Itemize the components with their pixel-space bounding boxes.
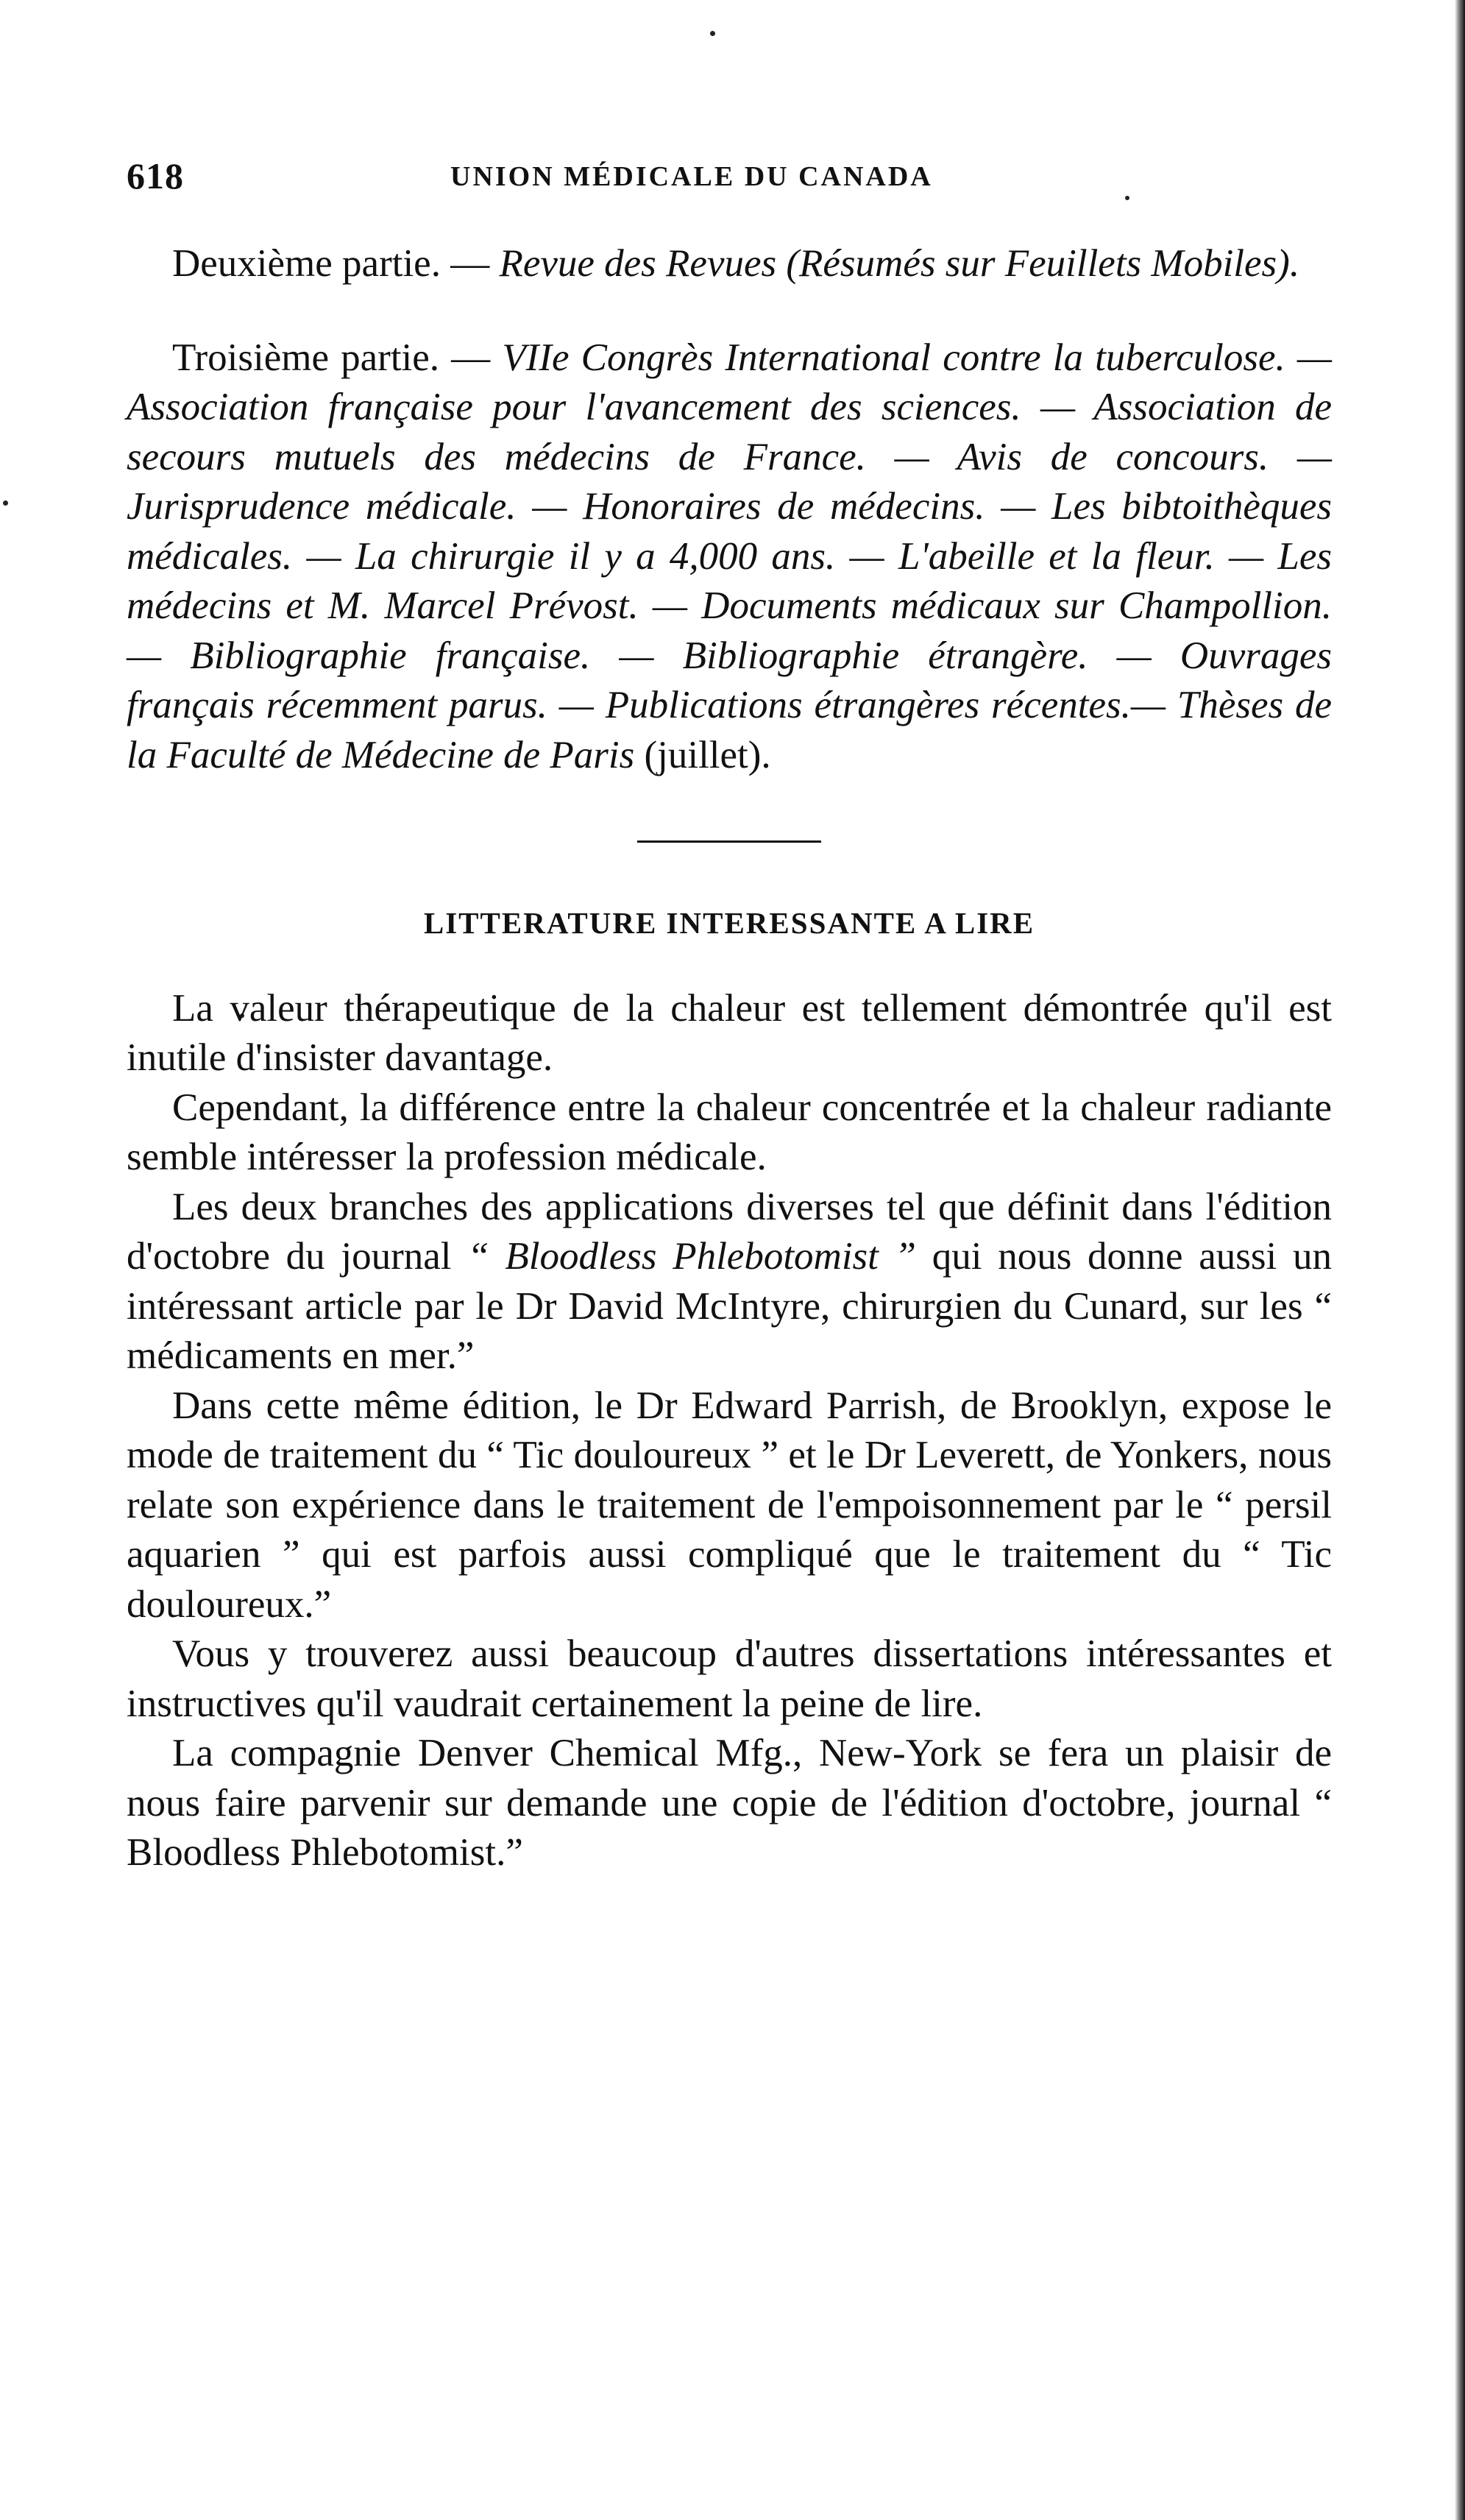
article-body — [127, 984, 1332, 1878]
part-two-lead: Deuxième partie. — — [172, 242, 500, 285]
body-paragraph-3-start: Les deux branches des applications diverses tel que définit dans l'édition d'octobre du journal — [127, 1185, 1332, 1278]
journal-name: “ Bloodless Phlebotomist ” — [467, 1235, 917, 1278]
section-divider — [637, 840, 821, 843]
section-heading: LITTERATURE INTERESSANTE A LIRE — [423, 906, 1035, 940]
body-paragraph-3 — [127, 1183, 1332, 1381]
journal-title: UNION MÉDICALE DU CANADA — [450, 161, 933, 192]
body-paragraph-3-end: qui nous donne aussi un intéressant article par le Dr David McIntyre, chirurgien du Cunard, sur les “ médicaments en mer.” — [127, 1235, 1332, 1377]
page-number: 618 — [127, 155, 184, 197]
page-content — [127, 239, 1332, 1878]
print-speck — [3, 500, 8, 506]
part-three-entry — [127, 333, 1332, 781]
body-paragraph-6: La compagnie Denver Chemical Mfg., New-York se fera un plaisir de nous faire parvenir sur demande une copie de l'édition d'octobre, journal “ Bloodless Phlebotomist.” — [127, 1732, 1332, 1874]
body-paragraph-1: La valeur thérapeutique de la chaleur est tellement démontrée qu'il est inutile d'insister davantage. — [127, 986, 1332, 1079]
print-speck — [710, 31, 715, 36]
page-edge-shadow — [1455, 0, 1465, 2520]
part-three-items: VIIe Congrès International contre la tuberculose. — Association française pour l'avancement des sciences. — Association de secours mutuels des médecins de France. — Avis de concours. — Jurisprudence médicale. — Honoraires de médecins. — Les bibtoithèques médicales. — La chirurgie il y a 4,000 ans. — L'abeille et la fleur. — Les médecins et M. Marcel Prévost. — Documents médicaux sur Champollion. — Bibliographie française. — Bibliographie étrangère. — Ouvrages français récemment parus. — Publications étrangères récentes.— Thèses de la Faculté de Médecine de Paris — [127, 336, 1332, 776]
part-three-tail: (juillet). — [634, 733, 771, 776]
body-paragraph-5: Vous y trouverez aussi beaucoup d'autres dissertations intéressantes et instructives qu'il vaudrait certainement la peine de lire. — [127, 1632, 1332, 1725]
running-head — [127, 155, 1341, 213]
body-paragraph-4: Dans cette même édition, le Dr Edward Parrish, de Brooklyn, expose le mode de traitement du “ Tic douloureux ” et le Dr Leverett, de Yonkers, nous relate son expérience dans le traitement de l'empoisonnement par le “ persil aquarien ” qui est parfois aussi compliqué que le traitement du “ Tic douloureux.” — [127, 1384, 1332, 1626]
body-paragraph-2: Cependant, la différence entre la chaleur concentrée et la chaleur radiante semble intéresser la profession médicale. — [127, 1086, 1332, 1178]
part-two-title: Revue des Revues (Résumés sur Feuillets Mobiles). — [499, 242, 1300, 285]
part-three-lead: Troisième partie. — — [172, 336, 503, 379]
part-two-entry — [127, 239, 1332, 289]
